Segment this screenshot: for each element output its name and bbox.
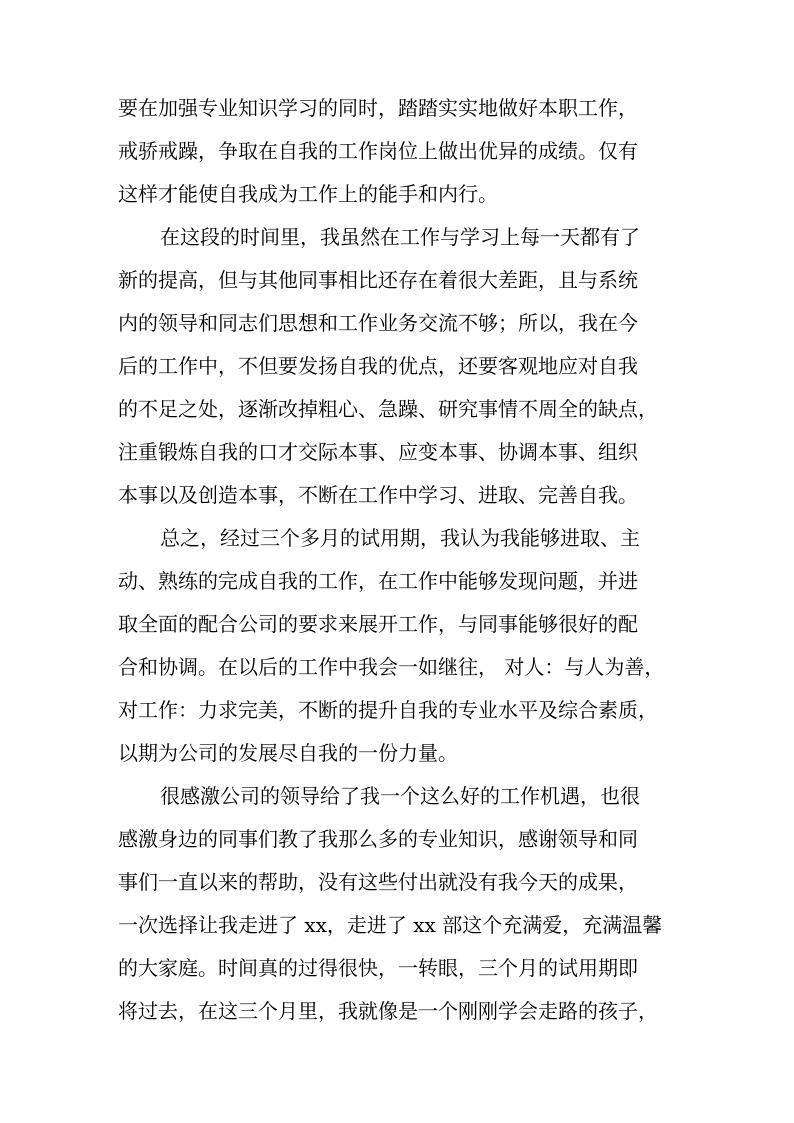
text-line: 合和协调。在以后的工作中我会一如继往， 对人：与人为善， (118, 655, 665, 679)
text-line: 一次选择让我走进了 xx，走进了 xx 部这个充满爱，充满温馨 (118, 913, 663, 937)
text-line: 在这段的时间里，我虽然在工作与学习上每一天都有了 (160, 225, 640, 249)
text-line: 事们一直以来的帮助，没有这些付出就没有我今天的成果， (118, 870, 638, 894)
text-line: 很感激公司的领导给了我一个这么好的工作机遇，也很 (160, 784, 640, 808)
text-line: 新的提高，但与其他同事相比还存在着很大差距，且与系统 (118, 268, 638, 292)
text-line: 以期为公司的发展尽自我的一份力量。 (118, 741, 458, 765)
text-line: 的大家庭。时间真的过得很快，一转眼，三个月的试用期即 (118, 956, 638, 980)
text-line: 这样才能使自我成为工作上的能手和内行。 (118, 182, 498, 206)
text-line: 动、熟练的完成自我的工作，在工作中能够发现问题，并进 (118, 569, 638, 593)
text-line: 注重锻炼自我的口才交际本事、应变本事、协调本事、组织 (118, 440, 638, 464)
text-line: 的不足之处，逐渐改掉粗心、急躁、研究事情不周全的缺点， (118, 397, 658, 421)
text-line: 取全面的配合公司的要求来展开工作，与同事能够很好的配 (118, 612, 638, 636)
text-line: 总之，经过三个多月的试用期，我认为我能够进取、主 (160, 526, 640, 550)
text-line: 对工作：力求完美，不断的提升自我的专业水平及综合素质， (118, 698, 658, 722)
text-line: 要在加强专业知识学习的同时，踏踏实实地做好本职工作， (118, 96, 638, 120)
text-line: 后的工作中，不但要发扬自我的优点，还要客观地应对自我 (118, 354, 638, 378)
text-line: 感激身边的同事们教了我那么多的专业知识，感谢领导和同 (118, 827, 638, 851)
text-line: 将过去，在这三个月里，我就像是一个刚刚学会走路的孩子， (118, 999, 658, 1023)
text-line: 本事以及创造本事，不断在工作中学习、进取、完善自我。 (118, 483, 638, 507)
text-line: 戒骄戒躁，争取在自我的工作岗位上做出优异的成绩。仅有 (118, 139, 638, 163)
text-line: 内的领导和同志们思想和工作业务交流不够；所以，我在今 (118, 311, 638, 335)
